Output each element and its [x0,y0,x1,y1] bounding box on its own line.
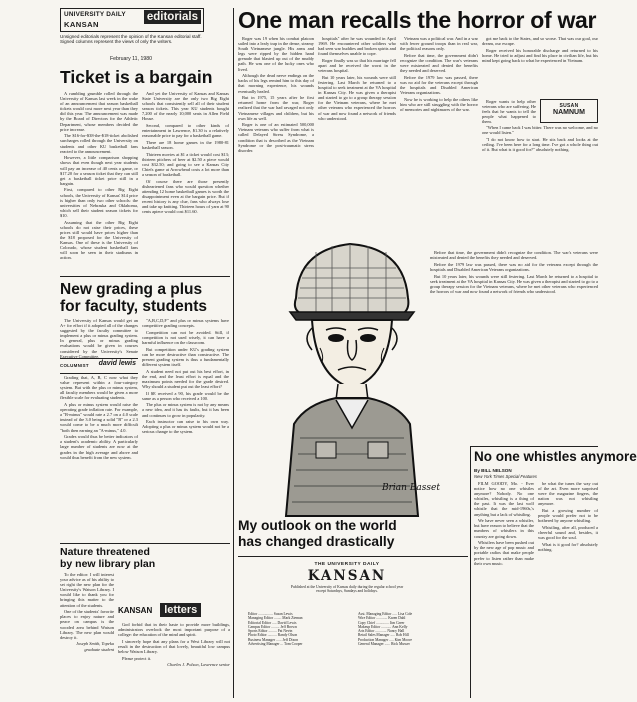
susan-column-body [482,125,598,247]
ticket-column-2 [142,91,229,273]
grading-intro [60,318,138,359]
staff-list-right [358,612,466,646]
soldier-cartoon-illustration [276,228,440,516]
horror-paragraph: hospitals" after he was wounded in April 1969. He encountered other soldiers who had seen war buddies and broken spirits and found themselves unable to cope. [318,36,396,57]
nature-paragraph: To the editor: I will interest your advice as of his ability to set right the new plan for the University's Watson Library. I would like to thank you for bringing this matter to the attention of the students. [60,572,114,608]
staff-entry: Makeup Editor ........... Ann Kelly [358,624,408,629]
staff-entry: Managing Editor ........ Mark Zieman [248,616,303,621]
columnist-first-name: SUSAN [559,103,579,109]
columnist-name: david lewis [98,360,136,367]
horror-column-1 [238,36,314,248]
grading-column-2 [142,318,229,540]
grading-paragraph: The plus or minus system is not by any means a new idea, and it has its faults, but it has been and continues to grow in popularity. [142,402,229,418]
nature-letter-body [60,572,114,698]
ticket-paragraph: First, compared to other Big Eight schools, the University of Kansas' $14 price is higher than only two other schools: the universities of Nebraska and Oklahoma, which sell their student season tickets for $10. [60,187,138,218]
section-divider [470,446,598,447]
grading-columnist-byline [60,358,138,374]
susan-paragraph: Roger wants to help other veterans who are suffering. He feels that he wants to tell the people what happened to them. [482,99,536,125]
susan-paragraph: got me back to the States, and so worse. That was our goal, our dream, our escape. [482,36,598,47]
ticket-paragraph: Assuming that the other Big Eight schools do not raise their prices, these prices still would have prices higher than the $18 proposed for the University of Kansas. One of these is the University of Colorado, whose student basketball fans will soon be seen in their stadiums in action. [60,219,138,261]
staff-entry: Retail Sales Manager ..... Rob Hill [358,633,409,638]
horror-paragraph: Now he is working to help the others like him who are still struggling with the horror of memories and nightmares of the war. [400,96,478,112]
nature-signature: Joseph Smith, Topeka graduate student [75,641,114,652]
issue-date: February 11, 1980 [109,56,152,62]
staff-entry: Editor ................ Susan Lewis [248,612,293,616]
staff-entry: Advertising Manager ... Tom Cooper [248,642,303,647]
whistles-paragraph: be what the tunes the way out of the art. Even more surprised were the magazine fingers, the nation was not whistling anymore. [538,481,598,507]
horror-headline: One man recalls the horror of war [238,7,597,33]
masthead-kansan: KANSAN [64,20,99,29]
grading-paragraph: Competition can not be avoided. Still, if competition is not used wisely, it can have a harmful influence on the classroom. [142,329,229,345]
ticket-paragraph: However, a little comparison shopping shows that even though next year students will pay an increase of 40 cents a game, or $17.20 for a season ticket that they can still get a basketball ticket price still in a bargain. [60,155,138,186]
column-divider [470,446,471,698]
whistles-paragraph: FILM GOODY, Mo. - Ever notice how no one whistles anymore? Nobody. No one whistles, whistling is a thing of the past. It was the last wolf whistle that the mid-1960s,'s anything but a lack of whistling. [474,481,534,517]
whistles-byline: By BILL NELSON [474,468,512,473]
editorial-disclaimer: Unsigned editorials represent the opinion of the Kansan editorial staff. Signed columns represent the views of only the writers. [60,34,202,45]
staff-masthead-description: Published at the University of Kansas daily during the regular school year except Saturdays, Sundays and holidays. [290,585,404,594]
staff-entry: Photo Editor .......... Randy Olson [248,633,298,638]
ticket-headline: Ticket is a bargain [60,67,213,87]
section-divider [60,276,230,277]
ticket-paragraph: Thirteen movies at $1 a ticket would cost $13; thirteen pitchers of beer at $2.50 a piece would cost $32.50; and going to see a Kansas City Chiefs game at Arrowhead costs a lot more than a season of basketball. [142,151,229,178]
grading-paragraph: But competition under KU's grading system can be more destructive than constructive. The present grading system is thus a fundamentally different system itself. [142,346,229,367]
grading-paragraph: If $E received a 90, his grade would be the same as a person who received a 100. [142,390,229,401]
horror-paragraph: But 10 years later, his wounds were still festering. Last March he returned to a hospital to seek treatment at the VA hospital in Kansas City. He was given a therapist and started to go to a group therapy session for the Vietnam veterans, where he met other veterans who experienced the horrors of war and now found a network of friends who understood. [430,273,598,294]
letters-signature: Charles J. Polson, Lawrence senior [167,662,230,668]
staff-entry: General Manager ...... Rick Musser [358,642,410,647]
susan-column-side [482,99,536,123]
kansan-letters-header [118,600,228,618]
letters-paragraph: Please protect it. [122,655,152,661]
whistles-paragraph: Whistling, after all, produced a cheerful sound and, besides, it was good for the soul. [538,524,598,541]
susan-column-top [482,36,598,98]
ticket-paragraph: And yet the University of Kansas and Kansas State University are the only two Big Eight schools that consistently sell all of their student season tickets. This year KU students bought 7,200 of the nearly 10,000 seats in Allen Field House. [142,91,229,122]
grading-paragraph: Grades would thus be better indicators of a student's academic ability. A particularly large number of students are now at the grades in the high average and above and would thus benefit from the new system. [60,434,138,460]
cartoon-caption-2: has changed drastically [238,534,395,549]
staff-masthead-name: KANSAN [307,568,387,584]
whistles-paragraph: But a growing number of people would prefer not to be bothered by anyone whistling. [538,508,598,524]
letters-paragraph: I sincerely hope that any plans for a West Library will not result in the destruction of that lovely, beautiful low campus below Watson Library. [118,638,230,655]
whistles-paragraph: We have never seen a whistler, but have reason to believe that the numbers of whistlers in this country are going down. [474,518,534,539]
section-divider [60,543,230,544]
horror-paragraph: But in 1975, 15 years after he first returned home from the war, Roger realized that the war had ravaged not only Vietnamese villages and children, but his own life as well. [238,95,314,121]
staff-entry: Production Manager ..... Kim Moore [358,637,412,642]
horror-paragraph: Before the 1979 law was passed, there was no aid for the veterans except through the hospitals and Disabled American Veterans organizations. [430,261,598,272]
ticket-paragraph: Of course there are those presently disheartened fans who would question whether attending 12 home basketball games is worth the disappointment even at the bargain price. But if recent history is any clue, fans who always lose and take up knitting. Thirteen hours of yarn at 90 cents apiece would cost $11.60. [142,178,229,215]
masthead-university: UNIVERSITY DAILY [64,11,126,18]
grading-paragraph: "A,B,C,D,F" and plus or minus systems have competitive grading concepts. [142,318,229,329]
ticket-paragraph: The $16-for-$38-the-$18-ticket abolished surcharges rolled through the University on students and other KU basketball fans reacted to the announcement. [60,133,138,154]
staff-list-left [248,612,352,646]
whistles-byline-source: New York Times Special Features [474,474,537,479]
horror-paragraph: Although the dead nerve endings on the backs of his legs remind him to this day of that morning experience, his wounds eventually healed. [238,73,314,94]
editorials-masthead [60,8,204,32]
staff-entry: Business Manager ...... Jeff Dixon [248,637,299,642]
horror-column-2 [318,36,396,248]
letters-kansan-label: KANSAN [118,606,153,615]
horror-paragraph: Before that time, the government didn't recognize the condition. The war's veterans were mistreated and denied the benefits they needed and deserved. [400,52,478,74]
staff-entry: Sports Editor ......... Pat Nevin [248,629,293,634]
horror-paragraph: Roger was 19 when his combat platoon sailed into a leafy trap in the dense, steamy South Vietnamese jungle. His arms and legs were ripped by the hidden hand grenade that blasted up out of the muddy path. He was one of the lucky ones who lived. [238,36,314,72]
horror-paragraph: But 10 years later, his wounds were still festering. Last March he returned to a hospital to seek treatment at the VA hospital in Kansas City. He was given a therapist and started to go to a group therapy session for the Vietnam veterans, where he met other veterans who experienced the horrors of war and now found a network of friends who understood. [318,74,396,121]
ticket-paragraph: There are 18 home games in the 1980-81 basketball season. [142,140,229,151]
grading-paragraph: Grading that, A, B, C now what they value represent within a four-category system. But with the plus or minus system, all faculty members would be given a more flexible scale for evaluating students. [60,375,138,401]
staff-entry: Wire Editor ............ Karen Dahl [358,616,406,621]
kansan-staff-masthead [286,562,408,602]
section-divider [238,556,468,557]
letters-column [118,622,230,698]
letters-label: letters [160,603,201,617]
grading-paragraph: Each instructor can raise to his own way. Adopting a plus or minus system would not be a serious change to the system. [142,419,229,435]
columnist-label: COLUMNIST [60,363,89,368]
staff-masthead-title: THE UNIVERSITY DAILY [314,562,380,567]
horror-continuation [430,250,598,440]
whistles-headline: No one whistles anymore [474,449,637,464]
nature-headline-1: Nature threatened [60,546,150,558]
grading-paragraph: A plus or minus system would raise the operating grade inflation rate. For example, a "B-minus" would rate a 2.7 on a 4.0 scale instead of the 3.0 being a solid "B" or a 2.3 would come to be a much more difficult "both then earning an "A-minus," 4.0. [60,402,138,433]
staff-entry: Arts Editor ............ Nancy Hall [358,629,405,634]
masthead-section: editorials [144,10,201,24]
staff-entry: Editorial Editor ..... David Lewis [248,620,297,625]
grading-headline-1: New grading a plus [60,281,203,298]
staff-entry: Asst. Managing Editor ..... Lisa Cole [358,612,413,616]
staff-entry: Copy Chief .............. Jim Greer [358,620,405,625]
horror-paragraph: Before that time, the government didn't recognize the condition. The war's veterans were mistreated and denied the benefits they needed and deserved. [430,250,598,261]
ticket-paragraph: A rumbling grumble rolled through the University of Kansas last week in the wake of an announcement that season basketball tickets would cost more next year than they did this year. The announcement was made by the Board of Directors for the Athletic Department, whose members decided the price increase. [60,91,138,132]
whistles-column-1 [474,481,534,698]
susan-paragraph: "I do not know how to start. He sits back and looks at the ceiling. I've been here for a long time. I've got a whole thing out of it. But what is it good for?" absolutely nothing. [482,136,598,152]
whistles-paragraph: What is it good for? absolutely nothing. [538,541,598,552]
susan-paragraph: Roger received his honorable discharge and returned to his home. He tried to adjust and find his place in civilian life, but his mind kept going back to what he experienced in Vietnam. [482,47,598,63]
nature-headline-2: by new library plan [60,558,156,570]
grading-headline-2: for faculty, students [60,298,207,315]
letters-paragraph: God forbid that in their haste to provide more buildings, administrators overlook the most important purpose of a college: the education of the mind and spirit. [118,622,230,638]
cartoon-signature: Brian Basset [382,483,440,493]
column-divider [233,8,234,698]
horror-paragraph: Before the 1979 law was passed, there was no aid for the veterans except through the hospitals and Disabled American Veterans organizations. [400,74,478,96]
horror-paragraph: Vietnam was a political war. And in a war with fewer ground troops than in real war, the political reasons only. [400,36,478,52]
susan-paragraph: "When I came back I was bitter. There was no welcome, and no one would listen." [482,125,598,136]
susan-columnist-byline [540,99,598,123]
grading-paragraph: The University of Kansas would get an A+ for effort if it adopted all of the changes suggested by the faculty committee to implement a plus or minus grading system. In general, plus or minus grading evaluations would be given in courses considered by the University's Senate Executive Committee. [60,318,138,359]
horror-paragraph: Roger finally was so that his marriage fell apart and he received the worst in the veterans hospital. [318,57,396,74]
horror-paragraph: Roger is one of an estimated 500,000 Vietnam veterans who suffer from what is called Delayed Stress Syndrome, a condition that is described as the Vietnam Syndrome or the post-traumatic stress disorder. [238,122,314,153]
grading-column-1 [60,375,138,541]
columnist-last-name: NAMNUM [553,109,585,116]
staff-entry: Campus Editor ......... Jeff Brown [248,624,297,629]
ticket-paragraph: Second, compared to other kinds of entertainment in Lawrence, $1.30 is a relatively reasonable price to pay for a basketball game. [142,123,229,139]
cartoon-caption-1: My outlook on the world [238,518,397,533]
grading-paragraph: A student need not put out his best effort, in the end, and the least effort is equal and the maximum points needed for the grade desired. Why should a student put out the least effort? [142,368,229,389]
nature-paragraph: One of the students' favorite places to enjoy nature and peace on campus is the wooded area behind Watson Library. The new plan would destroy it. [60,609,114,640]
whistles-column-2 [538,481,598,698]
horror-column-3 [400,36,478,248]
ticket-column-1 [60,91,138,273]
whistles-paragraph: Whistlers have been pushed out by the new age of pop music and portable radios that make people prefer to listen rather than make their own music. [474,540,534,566]
